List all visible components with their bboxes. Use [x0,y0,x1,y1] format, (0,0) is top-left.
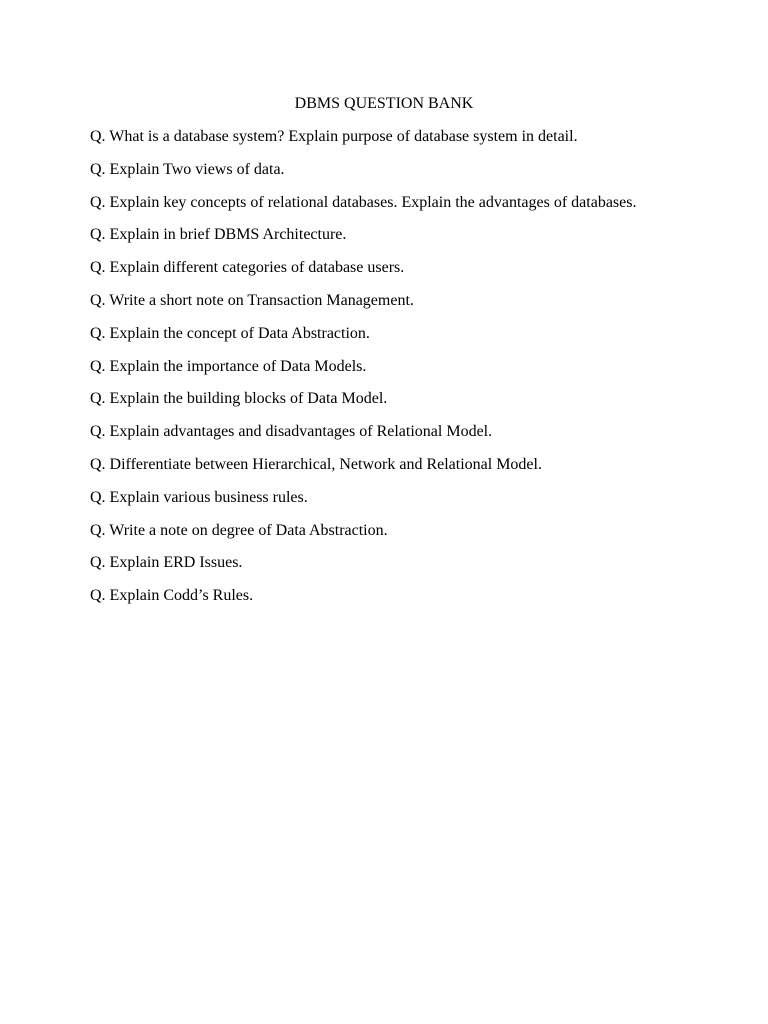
list-item: Q. Differentiate between Hierarchical, Network and Relational Model. [90,455,542,473]
list-item: Q. Explain the importance of Data Models. [90,357,367,375]
list-item: Q. Explain ERD Issues. [90,554,243,572]
list-item: Q. What is a database system? Explain purpose of database system in detail. [90,128,578,145]
list-item: Q. Explain advantages and disadvantages of Relational Model. [90,423,493,441]
list-item: Q. Explain in brief DBMS Architecture. [90,226,347,244]
list-item: Q. Explain Two views of data. [90,160,285,178]
list-item: Q. Explain key concepts of relational databases. Explain the advantages of databases. [90,193,637,211]
list-item: Q. Explain Codd’s Rules. [90,587,254,605]
list-item: Q. Explain different categories of database users. [90,259,405,277]
list-item: Q. Explain the concept of Data Abstraction. [90,324,370,342]
page-title: DBMS QUESTION BANK [294,95,474,112]
question-list [90,126,650,618]
list-item: Q. Explain various business rules. [90,488,308,506]
list-item: Q. Write a note on degree of Data Abstraction. [90,521,388,539]
list-item: Q. Explain the building blocks of Data Model. [90,390,388,408]
list-item: Q. Write a short note on Transaction Management. [90,291,414,309]
